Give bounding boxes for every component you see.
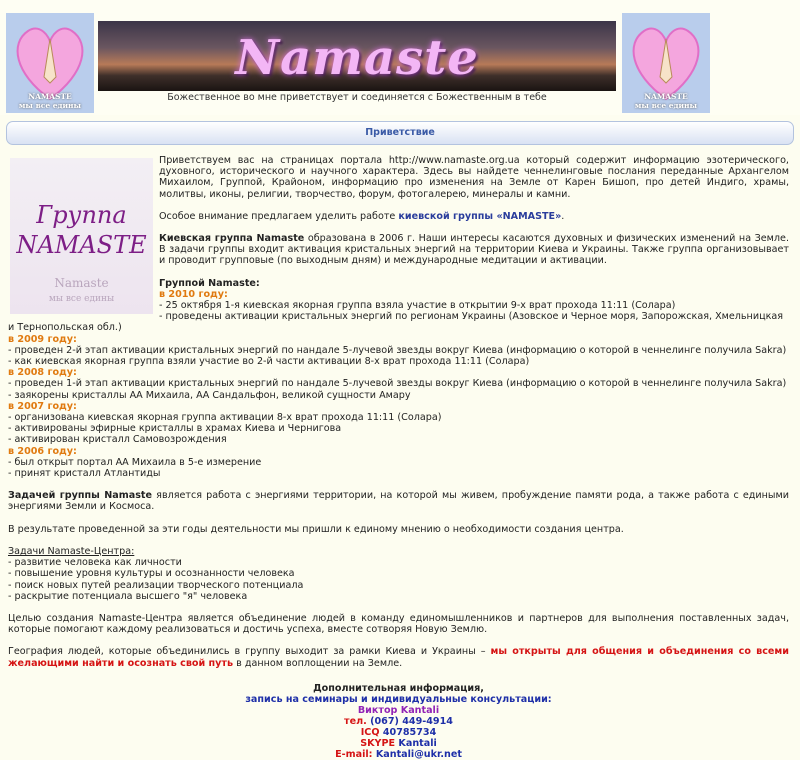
history-item: - был открыт портал АА Михаила в 5-е измерение xyxy=(8,456,262,468)
icq-value[interactable]: 40785734 xyxy=(382,726,437,738)
year-2007: в 2007 году: xyxy=(8,400,77,412)
group-image-line1: Группа xyxy=(36,201,127,229)
contact-name: Виктор Kantali xyxy=(357,704,440,716)
year-2006: в 2006 году: xyxy=(8,445,77,457)
skype-value[interactable]: Kantali xyxy=(398,737,437,749)
banner-title: Namaste xyxy=(235,30,479,86)
history-heading: Группой Namaste: xyxy=(159,277,260,289)
group-namaste-image[interactable] xyxy=(10,158,153,314)
tasks-paragraph xyxy=(8,490,789,512)
year-2008: в 2008 году: xyxy=(8,367,77,379)
email-label: E-mail: xyxy=(335,748,373,760)
group-about-text: образована в 2006 г. Наши интересы касаются духовных и физических изменений на Земле. В задачи группы входит активация кристальных энергий на территории Киева и Украины. Также группа организовывает и проводит групповые (по выходным дням) и международные медитации и активации. xyxy=(159,233,790,267)
history-item: - активированы эфирные кристаллы в храмах Киева и Чернигова xyxy=(8,423,342,435)
tasks-bold: Задачей группы Namaste xyxy=(8,490,153,502)
history-item: - как киевская якорная группа взяли участие во 2-й части активации 8-х врат прохода 11:11 (Солара) xyxy=(8,356,530,368)
phone-value[interactable]: (067) 449-4914 xyxy=(370,715,453,727)
tab-greeting[interactable]: Приветствие xyxy=(365,127,435,138)
goal-paragraph: Целью создания Namaste-Центра является объединение людей в команду единомышленников и партнеров для выполнения поставленных задач, которые помогают каждому реализоваться и достичь успеха, вместе сотворяя Новую Землю. xyxy=(8,612,789,636)
group-image-line4: мы все едины xyxy=(48,294,115,304)
history-item: - активирован кристалл Самовозрождения xyxy=(8,434,227,446)
intro-paragraph: Приветствуем вас на страницах портала http://www.namaste.org.ua который содержит информацию эзотерического, духовного, исторического и научного характера. Здесь вы найдете ченнелинговые послания переданные Архангелом Михаилом, Группой, Крайоном, информацию про изменения на Земле от Карен Бишоп, про детей Индиго, храмы, молитвы, иконы, религии, творчество, форум, фотогалерею, минералы и камни. xyxy=(159,155,789,200)
attention-text: Особое внимание предлагаем уделить работе xyxy=(159,210,396,222)
result-paragraph: В результате проведенной за эти годы деятельности мы пришли к единому мнению о необходимости создания центра. xyxy=(8,523,624,535)
contacts-title: Дополнительная информация, xyxy=(313,682,484,694)
phone-label: тел. xyxy=(344,715,367,727)
year-2009: в 2009 году: xyxy=(8,333,77,345)
group-image-line3: Namaste xyxy=(54,276,109,290)
tagline: Божественное во мне приветствует и соединяется с Божественным в тебе xyxy=(167,92,547,103)
geography-paragraph xyxy=(8,646,789,668)
center-item: - развитие человека как личности xyxy=(8,557,182,569)
tasks-text: является работа с энергиями территории, на которой мы живем, пробуждение памяти рода, а также работа с едиными энергиями Земли и Космоса. xyxy=(8,490,789,513)
skype-label: SKYPE xyxy=(360,737,396,749)
history-item: - проведен 2-й этап активации кристальных энергий по нандале 5-лучевой звезды вокруг Киева (информацию о которой в ченнелинге получила Sakra) xyxy=(8,344,787,356)
email-link[interactable]: Kantali@ukr.net xyxy=(375,748,462,760)
history-item: - 25 октября 1-я киевская якорная группа взяла участие в открытии 9-х врат прохода 11:11 (Солара) xyxy=(159,300,676,312)
kiev-group-link[interactable]: киевской группы «NAMASTE» xyxy=(398,210,562,222)
nav-bar xyxy=(6,121,794,145)
year-2010: в 2010 году: xyxy=(159,288,228,300)
history-item: - заякорены кристаллы АА Михаила, АА Сандальфон, великой сущности Амару xyxy=(8,389,411,401)
history-item: - проведены активации кристальных энергий по регионам Украины (Азовское и Черное моря, Запорожская, Хмельницкая и Тернопольская обл.) xyxy=(8,311,784,334)
geography-end: в данном воплощении на Земле. xyxy=(236,657,403,669)
header xyxy=(0,0,800,115)
namaste-logo-right[interactable] xyxy=(622,13,710,113)
history-item: - принят кристалл Атлантиды xyxy=(8,468,161,480)
icq-label: ICQ xyxy=(360,726,380,738)
nav xyxy=(0,115,800,148)
center-tasks-section xyxy=(8,546,789,602)
group-about-bold: Киевская группа Namaste xyxy=(159,233,305,245)
center-item: - поиск новых путей реализации творческого потенциала xyxy=(8,579,304,591)
history-item: - организована киевская якорная группа активации 8-х врат прохода 11:11 (Солара) xyxy=(8,412,442,424)
geography-start: География людей, которые объединились в группу выходит за рамки Киева и Украины – xyxy=(8,646,486,658)
geography-highlight: мы открыты для общения и объединения со всеми желающими найти и осознать свой путь xyxy=(8,646,789,669)
history-item: - проведен 1-й этап активации кристальных энергий по нандале 5-лучевой звезды вокруг Киева (информацию о которой в ченнелинге получила Sakra) xyxy=(8,378,787,390)
contacts-subtitle: запись на семинары и индивидуальные консультации: xyxy=(245,693,552,705)
namaste-logo-left[interactable] xyxy=(6,13,94,113)
contacts-block xyxy=(8,683,789,760)
logo-caption-2: мы все едины xyxy=(18,101,82,110)
main-content xyxy=(4,148,793,758)
group-image-line2: NAMASTE xyxy=(16,231,147,259)
banner[interactable] xyxy=(98,21,616,91)
center-heading: Задачи Namaste-Центра: xyxy=(8,545,135,557)
center-item: - раскрытие потенциала высшего "я" человека xyxy=(8,590,248,602)
logo-caption-2: мы все едины xyxy=(634,101,698,110)
logo-caption-1: NAMASTE xyxy=(28,92,72,101)
attention-end: . xyxy=(561,210,565,222)
center-item: - повышение уровня культуры и осознанности человека xyxy=(8,568,295,580)
logo-caption-1: NAMASTE xyxy=(644,92,688,101)
